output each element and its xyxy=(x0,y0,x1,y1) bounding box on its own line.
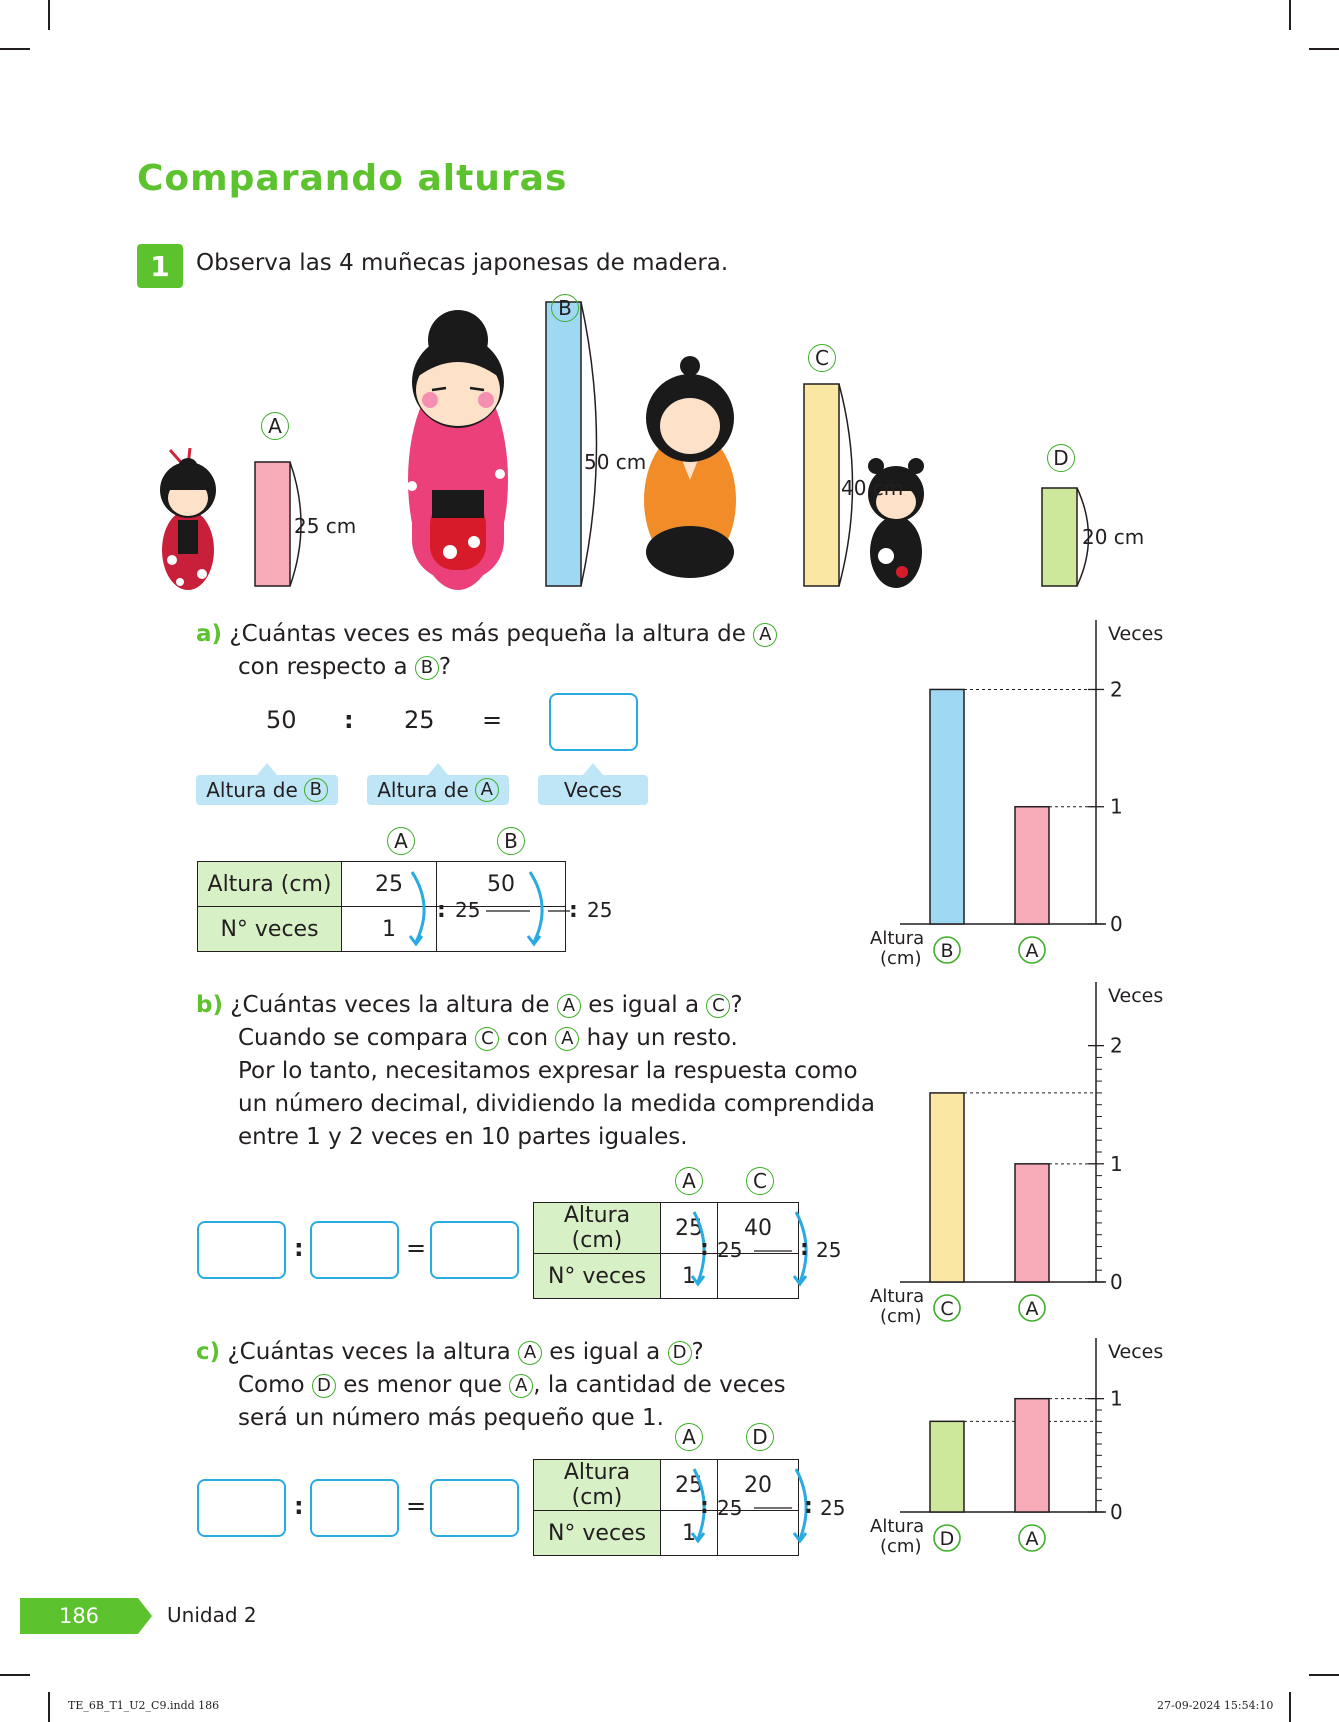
doll-b-height-bar xyxy=(546,302,581,586)
letter-d: D xyxy=(312,1374,336,1398)
category-label: A xyxy=(1025,940,1039,962)
row-label-times: N° veces xyxy=(534,1254,661,1299)
row-label-height: Altura (cm) xyxy=(534,1460,661,1511)
table-a-height-2: 50 xyxy=(437,862,566,907)
x-axis-label: Altura xyxy=(870,928,925,949)
page-tab-arrow xyxy=(138,1598,152,1634)
letter-a: A xyxy=(555,1027,579,1051)
dolls-illustration xyxy=(150,290,1160,600)
colon-icon: : xyxy=(800,1236,809,1261)
letter-d: D xyxy=(668,1341,692,1365)
crop-mark xyxy=(1289,0,1291,30)
x-axis-label: (cm) xyxy=(880,1306,922,1327)
table-b-times-1: 1 xyxy=(661,1254,718,1299)
answer-box-c-1[interactable] xyxy=(197,1479,286,1537)
crop-mark xyxy=(0,1674,30,1676)
doll-a-height: 25 cm xyxy=(294,514,357,538)
equation-equals: = xyxy=(482,706,503,734)
doll-a-height-bar xyxy=(255,462,290,586)
file-slug: TE_6B_T1_U2_C9.indd 186 xyxy=(68,1699,220,1712)
row-label-height: Altura (cm) xyxy=(534,1203,661,1254)
crop-mark xyxy=(0,48,30,50)
letter-a: A xyxy=(518,1341,542,1365)
y-tick-label: 1 xyxy=(1110,1386,1123,1411)
doll-d-letter: D xyxy=(1047,444,1075,472)
table-b-height-1: 25 xyxy=(661,1203,718,1254)
doll-d-height-bar xyxy=(1042,488,1077,586)
table-c-col2-letter: D xyxy=(746,1423,774,1451)
table-c-height-2: 20 xyxy=(718,1460,799,1511)
colon-icon: : xyxy=(294,1234,304,1262)
doll-c-height: 40 cm xyxy=(841,476,904,500)
table-b-divisor-2: 25 xyxy=(816,1238,842,1262)
table-c-col1-letter: A xyxy=(675,1423,703,1451)
category-label: C xyxy=(940,1298,954,1320)
part-b-question: b) ¿Cuántas veces la altura de A es igual a C ? Cuando se compara C con A hay un resto. Por lo tanto, necesitamos expresar la respuesta como un número decimal, dividiendo la medida comprendida entre 1 y 2 veces en 10 partes iguales. xyxy=(196,992,875,1150)
equals-sign: = xyxy=(406,1234,427,1262)
table-a-height-1: 25 xyxy=(342,862,437,907)
y-tick-label: 0 xyxy=(1110,1500,1123,1524)
colon-icon: : xyxy=(700,1494,709,1519)
colon-icon: : xyxy=(437,898,446,923)
letter-b: B xyxy=(304,778,328,802)
answer-box-a[interactable] xyxy=(549,693,638,751)
table-b-col1-letter: A xyxy=(675,1167,703,1195)
y-axis-label: Veces xyxy=(1108,985,1164,1007)
y-tick-label: 1 xyxy=(1110,794,1123,819)
letter-c: C xyxy=(706,994,730,1018)
table-b-height-2: 40 xyxy=(718,1203,799,1254)
doll-b-letter: B xyxy=(551,294,579,322)
part-c-question: c) ¿Cuántas veces la altura A es igual a D ? Como D es menor que A , la cantidad de veces será un número más pequeño que 1. xyxy=(196,1339,786,1431)
y-tick-label: 1 xyxy=(1110,1151,1123,1176)
part-b-label: b) xyxy=(196,992,223,1018)
table-a-col1-letter: A xyxy=(387,827,415,855)
bar-d xyxy=(930,1421,964,1512)
table-b-divisor-1: 25 xyxy=(717,1238,743,1262)
crop-mark xyxy=(1309,1674,1339,1676)
chart-b xyxy=(860,980,1180,1327)
row-label-times: N° veces xyxy=(198,907,342,952)
letter-a: A xyxy=(475,778,499,802)
category-label: A xyxy=(1025,1298,1039,1320)
crop-mark xyxy=(48,0,50,30)
part-c-label: c) xyxy=(196,1339,221,1365)
bar-a xyxy=(1015,807,1049,924)
table-c-height-1: 25 xyxy=(661,1460,718,1511)
part-a-question: a) ¿Cuántas veces es más pequeña la altura de A con respecto a B ? xyxy=(196,618,777,684)
equation-dividend: 50 xyxy=(266,706,297,734)
unit-label: Unidad 2 xyxy=(167,1603,257,1627)
table-b-col2-letter: C xyxy=(746,1167,774,1195)
answer-box-c-3[interactable] xyxy=(430,1479,519,1537)
answer-box-c-2[interactable] xyxy=(310,1479,399,1537)
row-label-height: Altura (cm) xyxy=(198,862,342,907)
page-number: 186 xyxy=(20,1598,138,1634)
letter-c: C xyxy=(475,1027,499,1051)
doll-c-letter: C xyxy=(808,344,836,372)
table-a-divisor-1: 25 xyxy=(455,898,481,922)
bar-a xyxy=(1015,1164,1049,1282)
bar-b xyxy=(930,689,964,924)
y-tick-label: 2 xyxy=(1110,1033,1123,1058)
crop-mark xyxy=(1289,1692,1291,1722)
y-axis-label: Veces xyxy=(1108,1341,1164,1363)
table-a-divisor-2: 25 xyxy=(587,898,613,922)
letter-a: A xyxy=(753,623,777,647)
table-c-divisor-1: 25 xyxy=(717,1496,743,1520)
x-axis-label: (cm) xyxy=(880,948,922,969)
y-tick-label: 2 xyxy=(1110,677,1123,702)
exercise-instruction: Observa las 4 muñecas japonesas de madera. xyxy=(196,250,729,276)
table-c-divisor-2: 25 xyxy=(820,1496,846,1520)
chart-a xyxy=(860,618,1180,978)
category-label: B xyxy=(940,940,954,962)
equation-operator: : xyxy=(344,706,354,734)
date-slug: 27-09-2024 15:54:10 xyxy=(1157,1699,1274,1712)
colon-icon: : xyxy=(700,1236,709,1261)
page-title: Comparando alturas xyxy=(137,158,568,199)
answer-box-b-2[interactable] xyxy=(310,1221,399,1279)
x-axis-label: Altura xyxy=(870,1286,925,1307)
y-tick-label: 0 xyxy=(1110,912,1123,936)
category-label: D xyxy=(939,1528,955,1550)
doll-d-height: 20 cm xyxy=(1082,525,1145,549)
table-a-times-1: 1 xyxy=(342,907,437,952)
colon-icon: : xyxy=(294,1492,304,1520)
chart-c xyxy=(860,1336,1180,1562)
answer-box-b-3[interactable] xyxy=(430,1221,519,1279)
letter-b: B xyxy=(415,656,439,680)
equals-sign: = xyxy=(406,1492,427,1520)
part-a-label: a) xyxy=(196,621,223,647)
tag-veces: Veces xyxy=(538,775,648,805)
doll-b-height: 50 cm xyxy=(584,450,647,474)
tag-height-a: Altura de A xyxy=(367,775,509,805)
exercise-number: 1 xyxy=(137,244,183,288)
doll-b-image xyxy=(407,310,508,590)
doll-c-image xyxy=(644,356,736,578)
row-label-times: N° veces xyxy=(534,1511,661,1556)
colon-icon: : xyxy=(804,1494,813,1519)
answer-box-b-1[interactable] xyxy=(197,1221,286,1279)
tag-height-b: Altura de B xyxy=(196,775,338,805)
table-a-col2-letter: B xyxy=(497,827,525,855)
crop-mark xyxy=(1309,48,1339,50)
y-axis-label: Veces xyxy=(1108,623,1164,645)
table-c-times-1: 1 xyxy=(661,1511,718,1556)
equation-divisor: 25 xyxy=(404,706,435,734)
bar-c xyxy=(930,1093,964,1282)
doll-c-height-bar xyxy=(804,384,839,586)
x-axis-label: (cm) xyxy=(880,1536,922,1557)
bar-a xyxy=(1015,1399,1049,1512)
letter-a: A xyxy=(557,994,581,1018)
letter-a: A xyxy=(509,1374,533,1398)
doll-a-image xyxy=(160,448,216,590)
category-label: A xyxy=(1025,1528,1039,1550)
x-axis-label: Altura xyxy=(870,1516,925,1537)
doll-a-letter: A xyxy=(261,412,289,440)
y-tick-label: 0 xyxy=(1110,1270,1123,1294)
crop-mark xyxy=(48,1692,50,1722)
colon-icon: : xyxy=(569,898,578,923)
